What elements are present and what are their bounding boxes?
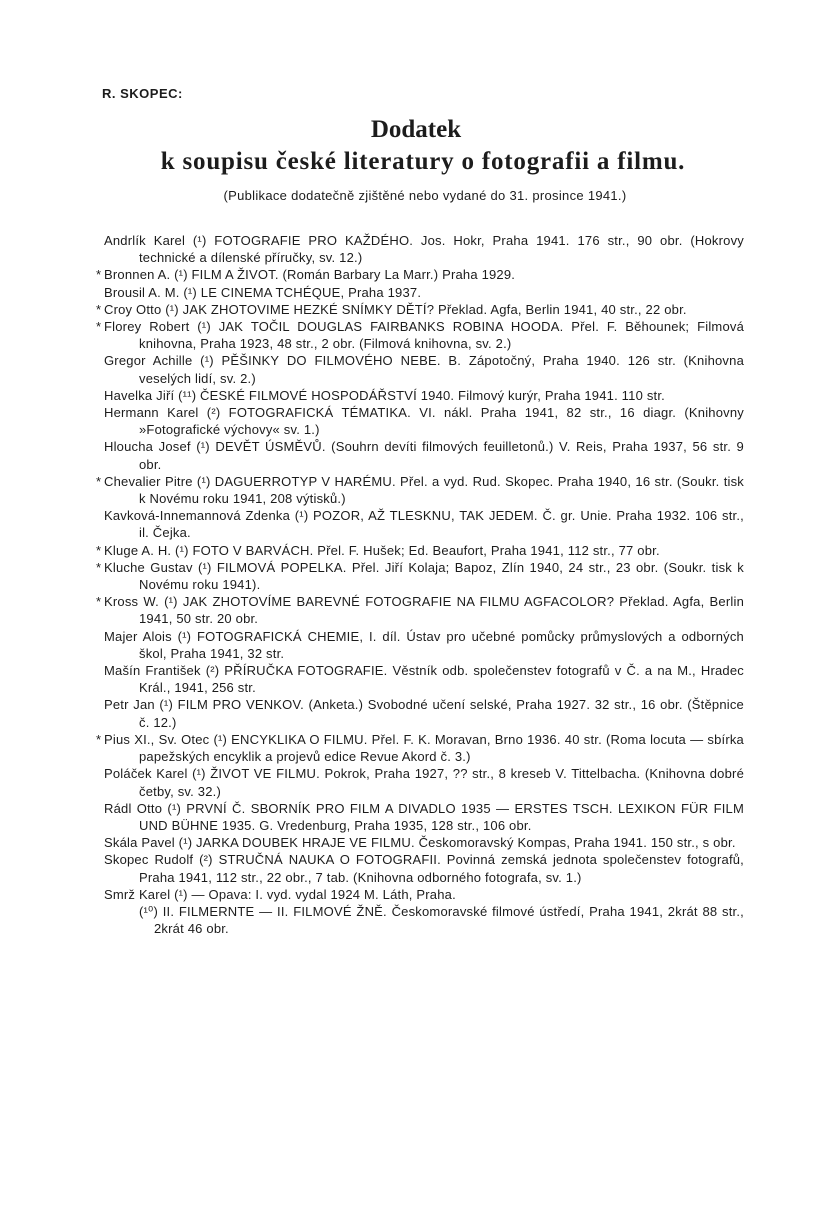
bibliography-entry <box>104 886 744 903</box>
bibliography-entry <box>96 473 744 507</box>
entry-marker: * <box>96 267 102 283</box>
entry-text: Kavková-Innemannová Zdenka (¹) POZOR, AŽ TLESKNU, TAK JEDEM. Č. gr. Unie. Praha 1932. 106 str., il. Čejka. <box>104 508 744 541</box>
bibliography-entry <box>104 696 744 730</box>
entry-text: Hermann Karel (²) FOTOGRAFICKÁ TÉMATIKA. VI. nákl. Praha 1941, 82 str., 16 diagr. (Knihovny »Fotografické výchovy« sv. 1.) <box>104 405 744 438</box>
entry-text: Mašín František (²) PŘÍRUČKA FOTOGRAFIE. Věstník odb. společenstev fotografů v Č. a na M., Hradec Král., 1941, 256 str. <box>104 663 744 696</box>
bibliography-entry <box>104 903 744 937</box>
entry-marker: * <box>96 594 102 610</box>
entry-text: Petr Jan (¹) FILM PRO VENKOV. (Anketa.) Svobodné učení selské, Praha 1927. 32 str., 16 obr. (Štěpnice č. 12.) <box>104 697 744 730</box>
bibliography-entry <box>104 800 744 834</box>
entry-marker: * <box>96 319 102 335</box>
bibliography-entry <box>96 318 744 352</box>
entry-text: Rádl Otto (¹) PRVNÍ Č. SBORNÍK PRO FILM A DIVADLO 1935 — ERSTES TSCH. LEXIKON FÜR FILM UND BÜHNE 1935. G. Vredenburg, Praha 1935, 128 str., 106 obr. <box>104 800 744 833</box>
entry-marker: * <box>96 542 102 558</box>
entry-text: Andrlík Karel (¹) FOTOGRAFIE PRO KAŽDÉHO. Jos. Hokr, Praha 1941. 176 str., 90 obr. (Hokrovy technické a dílenské příručky, sv. 12.) <box>104 233 744 266</box>
bibliography-entry <box>104 352 744 386</box>
bibliography-entry <box>104 438 744 472</box>
entry-text: Kluge A. H. (¹) FOTO V BARVÁCH. Přel. F. Hušek; Ed. Beaufort, Praha 1941, 112 str., 77 obr. <box>104 542 660 558</box>
entry-marker: * <box>96 473 102 489</box>
entry-marker: * <box>96 559 102 575</box>
entry-text: Havelka Jiří (¹¹) ČESKÉ FILMOVÉ HOSPODÁŘSTVÍ 1940. Filmový kurýr, Praha 1941. 110 str. <box>104 387 665 403</box>
bibliography-entry <box>104 851 744 885</box>
bibliography-entry <box>104 507 744 541</box>
bibliography-entry <box>96 731 744 765</box>
entry-text: Brousil A. M. (¹) LE CINEMA TCHÉQUE, Praha 1937. <box>104 284 422 300</box>
bibliography-entry <box>96 593 744 627</box>
entry-text: Chevalier Pitre (¹) DAGUERROTYP V HARÉMU. Přel. a vyd. Rud. Skopec. Praha 1940, 16 str. (Soukr. tisk k Novému roku 1941, 208 výtisků.) <box>104 473 744 507</box>
page-subtitle: k soupisu české literatury o fotografii a filmu. <box>160 148 686 175</box>
publication-note: (Publikace dodatečně zjištěné nebo vydané do 31. prosince 1941.) <box>223 188 627 203</box>
bibliography-entry <box>96 301 744 318</box>
bibliography-entry <box>96 266 744 283</box>
entry-text: Gregor Achille (¹) PĚŠINKY DO FILMOVÉHO NEBE. B. Zápotočný, Praha 1940. 126 str. (Knihovna veselých lidí, sv. 2.) <box>104 353 744 386</box>
bibliography-entry <box>104 834 744 851</box>
entry-text: Poláček Karel (¹) ŽIVOT VE FILMU. Pokrok, Praha 1927, ?? str., 8 kreseb V. Tittelbacha. (Knihovna dobré četby, sv. 32.) <box>104 766 744 799</box>
entry-text: Pius XI., Sv. Otec (¹) ENCYKLIKA O FILMU. Přel. F. K. Moravan, Brno 1936. 40 str. (Roma locuta — sbírka papežských encyklik a projevů edice Revue Akord č. 3.) <box>104 731 744 765</box>
bibliography-entry <box>104 284 744 301</box>
entry-text: Hloucha Josef (¹) DEVĚT ÚSMĚVŮ. (Souhrn devíti filmových feuilletonů.) V. Reis, Praha 1937, 56 str. 9 obr. <box>104 439 744 472</box>
bibliography-entry <box>104 662 744 696</box>
bibliography-entry <box>104 232 744 266</box>
entry-text: Smrž Karel (¹) — Opava: I. vyd. vydal 1924 M. Láth, Praha. <box>104 886 456 902</box>
entry-text: Majer Alois (¹) FOTOGRAFICKÁ CHEMIE, I. díl. Ústav pro učebné pomůcky průmyslových a odborných škol, Praha 1941, 32 str. <box>104 628 744 661</box>
entry-text: Kross W. (¹) JAK ZHOTOVÍME BAREVNÉ FOTOGRAFIE NA FILMU AGFACOLOR? Překlad. Agfa, Berlin 1941, 50 str. 20 obr. <box>104 594 744 627</box>
entry-text: Kluche Gustav (¹) FILMOVÁ POPELKA. Přel. Jiří Kolaja; Bapoz, Zlín 1940, 24 str., 23 obr. (Soukr. tisk k Novému roku 1941). <box>104 559 744 593</box>
entry-text: Florey Robert (¹) JAK TOČIL DOUGLAS FAIRBANKS ROBINA HOODA. Přel. F. Běhounek; Filmová knihovna, Praha 1923, 48 str., 2 obr. (Filmová knihovna, sv. 2.) <box>104 319 744 352</box>
entry-marker: * <box>96 301 102 317</box>
page-title: Dodatek <box>370 116 462 143</box>
entry-text: Croy Otto (¹) JAK ZHOTOVIME HEZKÉ SNÍMKY DĚTÍ? Překlad. Agfa, Berlin 1941, 40 str., 22 obr. <box>104 301 687 317</box>
entry-text: Bronnen A. (¹) FILM A ŽIVOT. (Román Barbary La Marr.) Praha 1929. <box>104 267 516 283</box>
entry-text: Skopec Rudolf (²) STRUČNÁ NAUKA O FOTOGRAFII. Povinná zemská jednota společenstev fotografů, Praha 1941, 112 str., 22 obr., 7 tab. (Knihovna odborného fotografa, sv. 1.) <box>104 852 744 885</box>
bibliography-entry <box>104 404 744 438</box>
bibliography-entry <box>96 559 744 593</box>
entry-text: (¹⁰) II. FILMERNTE — II. FILMOVÉ ŽNĚ. Českomoravské filmové ústředí, Praha 1941, 2krát 88 str., 2krát 46 obr. <box>139 903 744 937</box>
author-name: R. SKOPEC: <box>102 86 183 101</box>
entry-marker: * <box>96 731 102 747</box>
bibliography-list <box>96 232 744 937</box>
bibliography-entry <box>96 542 744 559</box>
bibliography-entry <box>104 387 744 404</box>
bibliography-entry <box>104 765 744 799</box>
bibliography-entry <box>104 628 744 662</box>
entry-text: Skála Pavel (¹) JARKA DOUBEK HRAJE VE FILMU. Českomoravský Kompas, Praha 1941. 150 str., s obr. <box>104 835 736 851</box>
